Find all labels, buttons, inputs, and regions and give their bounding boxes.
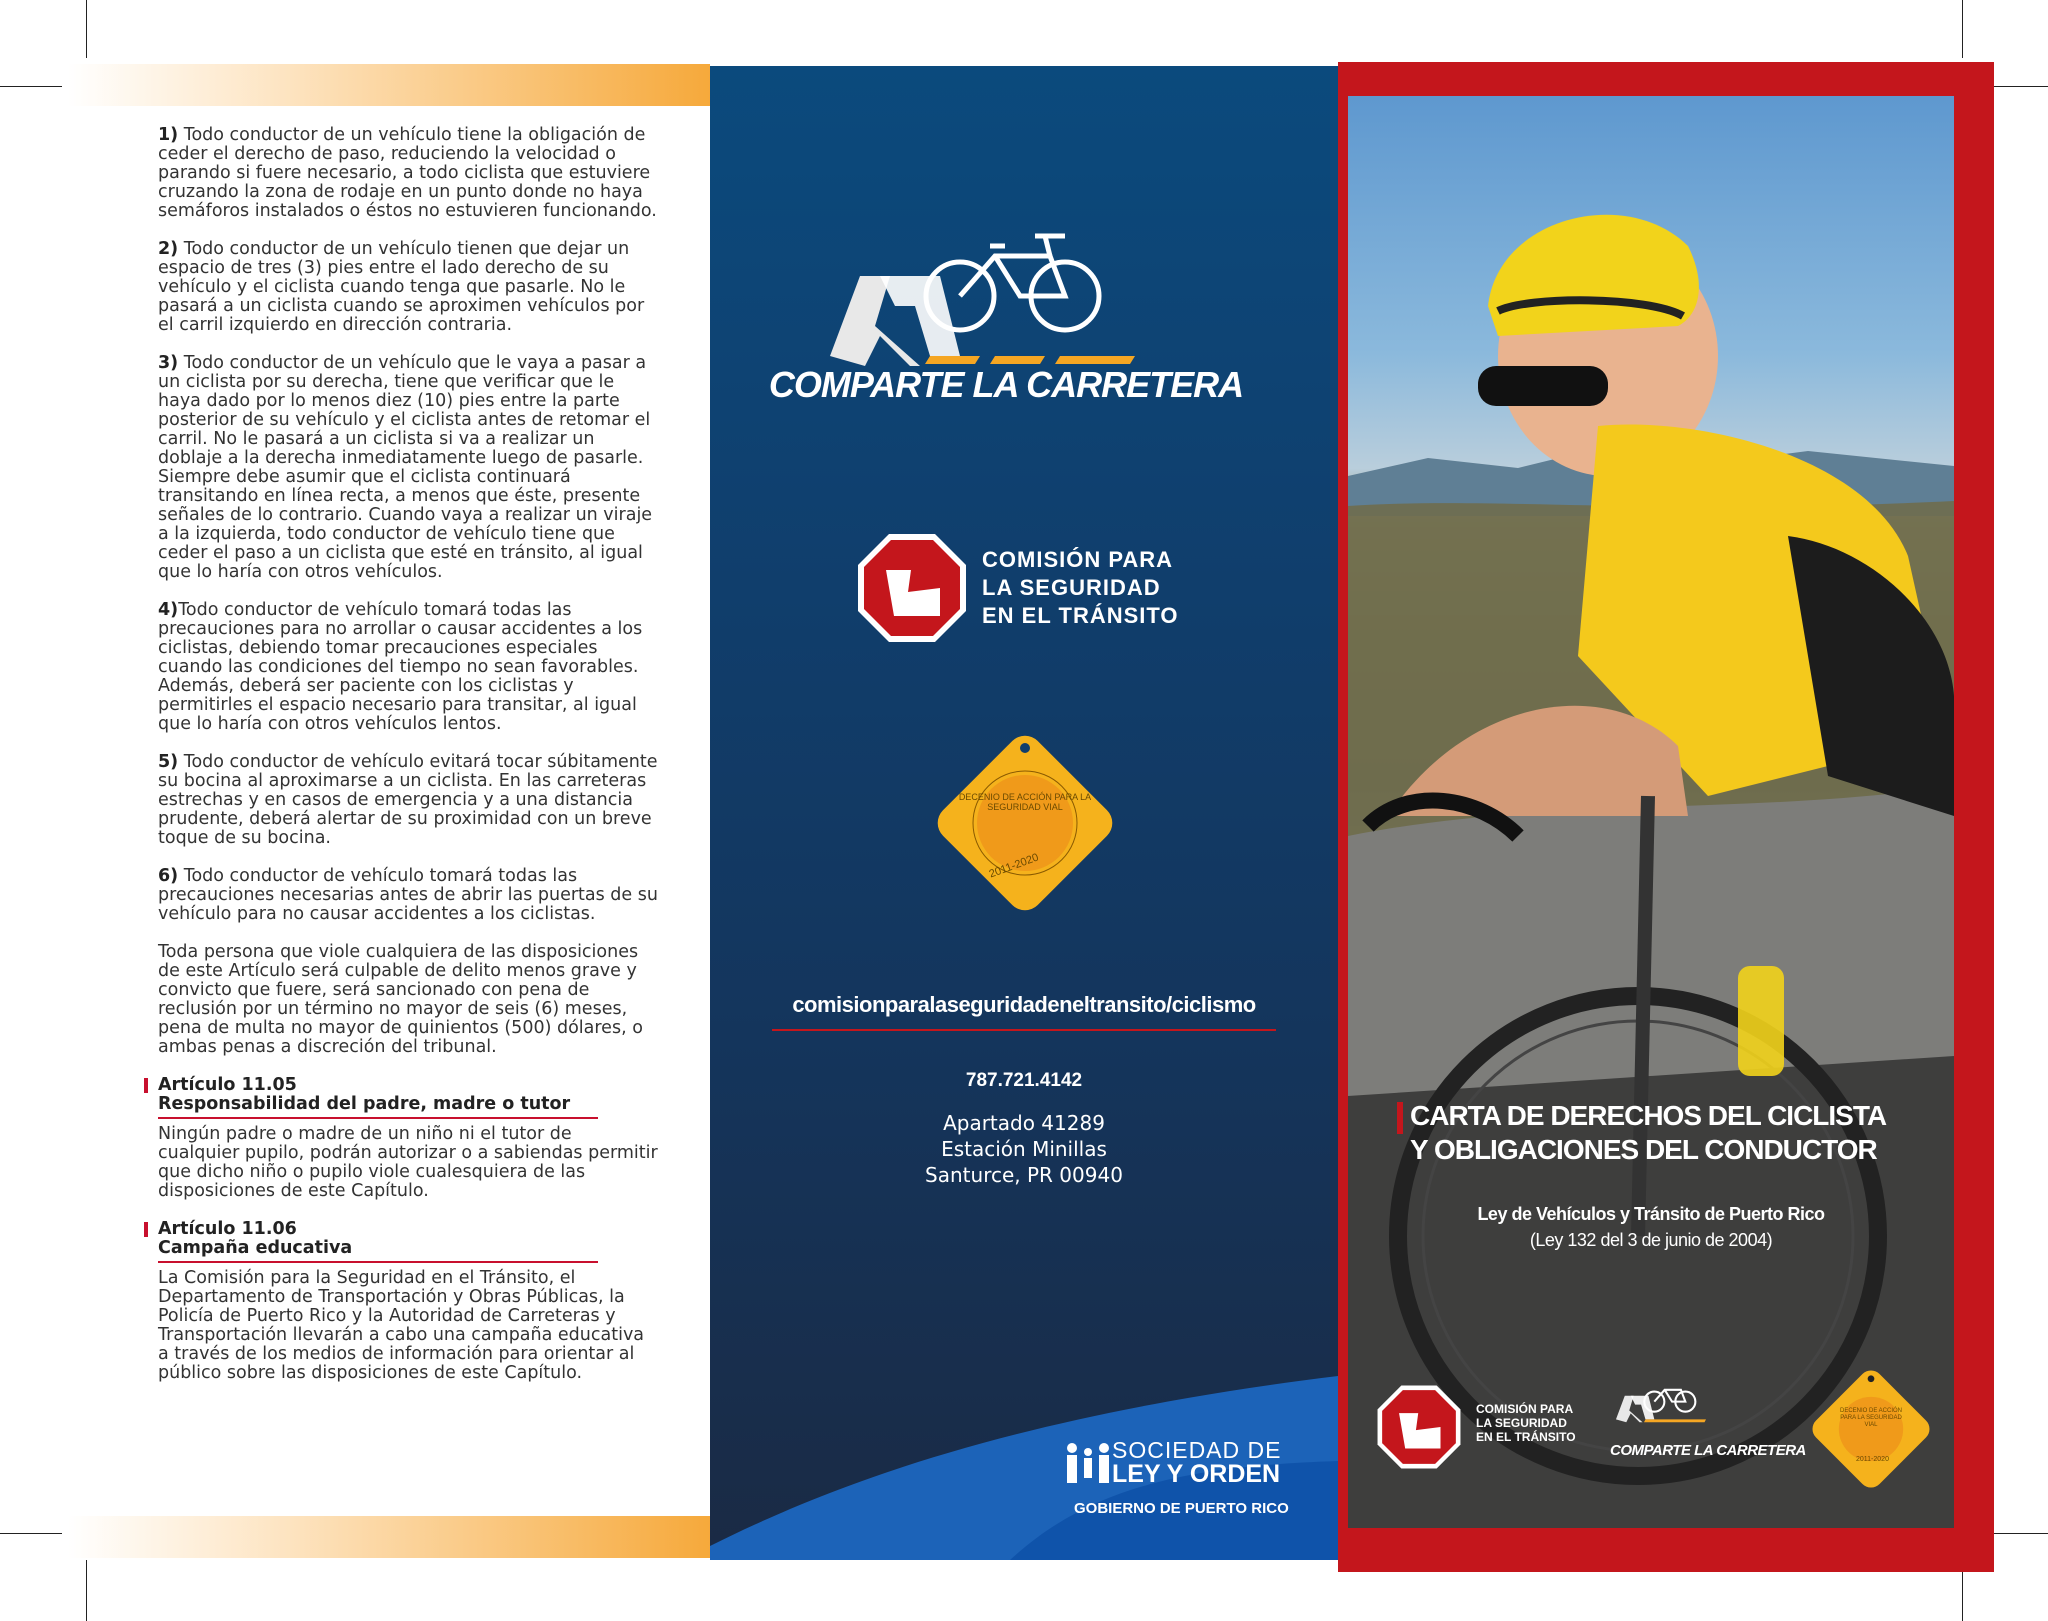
paragraph-text: Todo conductor de un vehículo tiene la obligación de ceder el derecho de paso, reduciendo la velocidad o parando si fuere necesario, a todo ciclista que estuviere cruzando la zona de rodaje en un punto donde no haya semáforos instalados o éstos no estuvieren funcionando. — [158, 125, 657, 221]
paragraph-text: Todo conductor de vehículo tomará todas las precauciones necesarias antes de abrir las puertas de su vehículo para no causar accidentes a los ciclistas. — [158, 866, 658, 924]
comparte-logo-text: COMPARTE LA CARRETERA — [768, 364, 1244, 405]
article-body: La Comisión para la Seguridad en el Tránsito, el Departamento de Transportación y Obras Públicas, la Policía de Puerto Rico y la Autoridad de Carreteras y Transportación llevarán a cabo una campaña educativa a través de los medios de información para orientar al público sobre las disposiciones de este Capítulo. — [158, 1268, 645, 1383]
article-number: Artículo 11.06 — [158, 1219, 297, 1239]
comision-line: COMISIÓN PARA — [1476, 1402, 1574, 1416]
brochure-title-line-1: CARTA DE DERECHOS DEL CICLISTA — [1410, 1100, 1887, 1131]
left-panel — [68, 64, 710, 1557]
sociedad-line: SOCIEDAD DE — [1112, 1437, 1282, 1463]
comision-name-small — [1476, 1402, 1576, 1444]
right-panel — [1338, 62, 1994, 1572]
paragraph-text: Todo conductor de un vehículo tienen que dejar un espacio de tres (3) pies entre el lado derecho de su vehículo y el ciclista cuando tenga que pasarle. No le pasará a un ciclista cuando se aproximen vehículos por el carril izquierdo en dirección contraria. — [158, 239, 645, 335]
title-marker — [1397, 1102, 1403, 1134]
paragraph-text: Todo conductor de vehículo tomará todas las precauciones para no arrollar o causar accidentes a los ciclistas, debiendo tomar precauciones especiales cuando las condiciones del tiempo no sean favorables. Además, deberá ser paciente con los ciclistas y permitirles el espacio necesario para transitar, al igual que lo haría con otros vehículos lentos. — [158, 600, 643, 734]
article-title: Responsabilidad del padre, madre o tutor — [158, 1094, 571, 1114]
article-heading — [158, 1220, 598, 1263]
comision-line: LA SEGURIDAD — [1476, 1416, 1567, 1430]
middle-panel — [710, 66, 1338, 1560]
website-link[interactable]: comisionparalaseguridadeneltransito/ciclismo — [792, 992, 1256, 1017]
item-number: 3) — [158, 353, 179, 373]
article-title: Campaña educativa — [158, 1238, 353, 1258]
crop-mark — [86, 0, 87, 58]
comision-octagon-icon — [1376, 1384, 1462, 1470]
background-scene — [1348, 96, 1954, 1528]
law-title: Ley de Vehículos y Tránsito de Puerto Rico — [1477, 1204, 1825, 1224]
family-icon — [1064, 1440, 1112, 1484]
law-subtitle: (Ley 132 del 3 de junio de 2004) — [1529, 1230, 1773, 1250]
law-text — [158, 126, 658, 1402]
crop-mark — [1994, 86, 2048, 87]
gobierno-text: GOBIERNO DE PUERTO RICO — [1074, 1500, 1289, 1517]
item-number: 5) — [158, 752, 179, 772]
website-underline — [772, 1029, 1276, 1031]
item-number: 4) — [158, 600, 179, 620]
decenio-text: DECENIO DE ACCIÓN PARA LA SEGURIDAD VIAL — [958, 792, 1092, 812]
decenio-badge-icon — [1806, 1364, 1936, 1494]
paragraph-1 — [158, 126, 658, 221]
crop-mark — [0, 1533, 62, 1534]
paragraph-7: Toda persona que viole cualquiera de las disposiciones de este Artículo será culpable de delito menos grave y convicto que fuere, será sancionado con pena de reclusión por un término no mayor de seis (6) meses, pena de multa no mayor de quinientos (500) dólares, o ambas penas a discreción del tribunal. — [158, 942, 643, 1057]
item-number: 1) — [158, 125, 179, 145]
paragraph-6 — [158, 867, 658, 924]
address-line: Santurce, PR 00940 — [925, 1163, 1123, 1187]
paragraph-5 — [158, 753, 658, 848]
mailing-address — [710, 1110, 1338, 1188]
comision-line: EN EL TRÁNSITO — [982, 603, 1179, 628]
article-body: Ningún padre o madre de un niño ni el tutor de cualquier pupilo, podrán autorizar o a sabiendas permitir que dicho niño o pupilo viole cualesquiera de las disposiciones de este Capítulo. — [158, 1124, 658, 1201]
comision-octagon-icon — [856, 532, 968, 644]
comision-line: EN EL TRÁNSITO — [1476, 1430, 1576, 1444]
paragraph-text: Todo conductor de un vehículo que le vaya a pasar a un ciclista por su derecha, tiene que verificar que le haya dado por lo menos diez (10) pies entre la parte posterior de su vehículo y el ciclista antes de retomar el carril. No le pasará a un ciclista si va a realizar un doblaje a la derecha inmediatamente luego de pasarle. Siempre debe asumir que el ciclista continuará transitando en línea recta, a menos que éste, presente señales de lo contrario. Cuando vaya a realizar un viraje a la izquierda, todo conductor de vehículo tiene que ceder el paso a un ciclista que esté en tránsito, al igual que lo haría con otros vehículos. — [158, 353, 653, 582]
comparte-logo-icon — [1610, 1378, 1740, 1440]
sociedad-line: LEY Y ORDEN — [1112, 1460, 1281, 1488]
decenio-years: 2011-2020 — [987, 851, 1041, 881]
address-line: Estación Minillas — [941, 1137, 1107, 1161]
comision-name — [982, 546, 1179, 630]
article-heading — [158, 1076, 598, 1119]
paragraph-3 — [158, 354, 658, 582]
top-orange-bar — [68, 64, 710, 106]
crop-mark — [86, 1560, 87, 1621]
comision-line: LA SEGURIDAD — [982, 575, 1161, 600]
item-number: 2) — [158, 239, 179, 259]
decenio-years: 2011-2020 — [1856, 1456, 1889, 1463]
crop-mark — [0, 86, 62, 87]
decenio-badge-icon — [928, 726, 1122, 920]
cyclist-photo — [1348, 96, 1954, 1528]
sociedad-logo — [1112, 1438, 1281, 1486]
brochure-title-line-2: Y OBLIGACIONES DEL CONDUCTOR — [1410, 1134, 1877, 1165]
article-number: Artículo 11.05 — [158, 1075, 297, 1095]
crop-mark — [1962, 0, 1963, 58]
paragraph-2 — [158, 240, 658, 335]
decenio-text: DECENIO DE ACCIÓN PARA LA SEGURIDAD VIAL — [1839, 1408, 1902, 1428]
paragraph-text: Todo conductor de vehículo evitará tocar súbitamente su bocina al aproximarse a un ciclista. En las carreteras estrechas y en casos de emergencia y a una distancia prudente, deberá alertar de su proximidad con un breve toque de su bocina. — [158, 752, 658, 848]
crop-mark — [1994, 1533, 2048, 1534]
bottom-orange-bar — [68, 1516, 710, 1558]
paragraph-4 — [158, 601, 658, 734]
comparte-logo-text: COMPARTE LA CARRETERA — [1610, 1442, 1806, 1459]
address-line: Apartado 41289 — [943, 1111, 1105, 1135]
comision-line: COMISIÓN PARA — [982, 547, 1174, 572]
phone-number: 787.721.4142 — [965, 1070, 1083, 1091]
item-number: 6) — [158, 866, 179, 886]
crop-mark — [1962, 1572, 1963, 1621]
